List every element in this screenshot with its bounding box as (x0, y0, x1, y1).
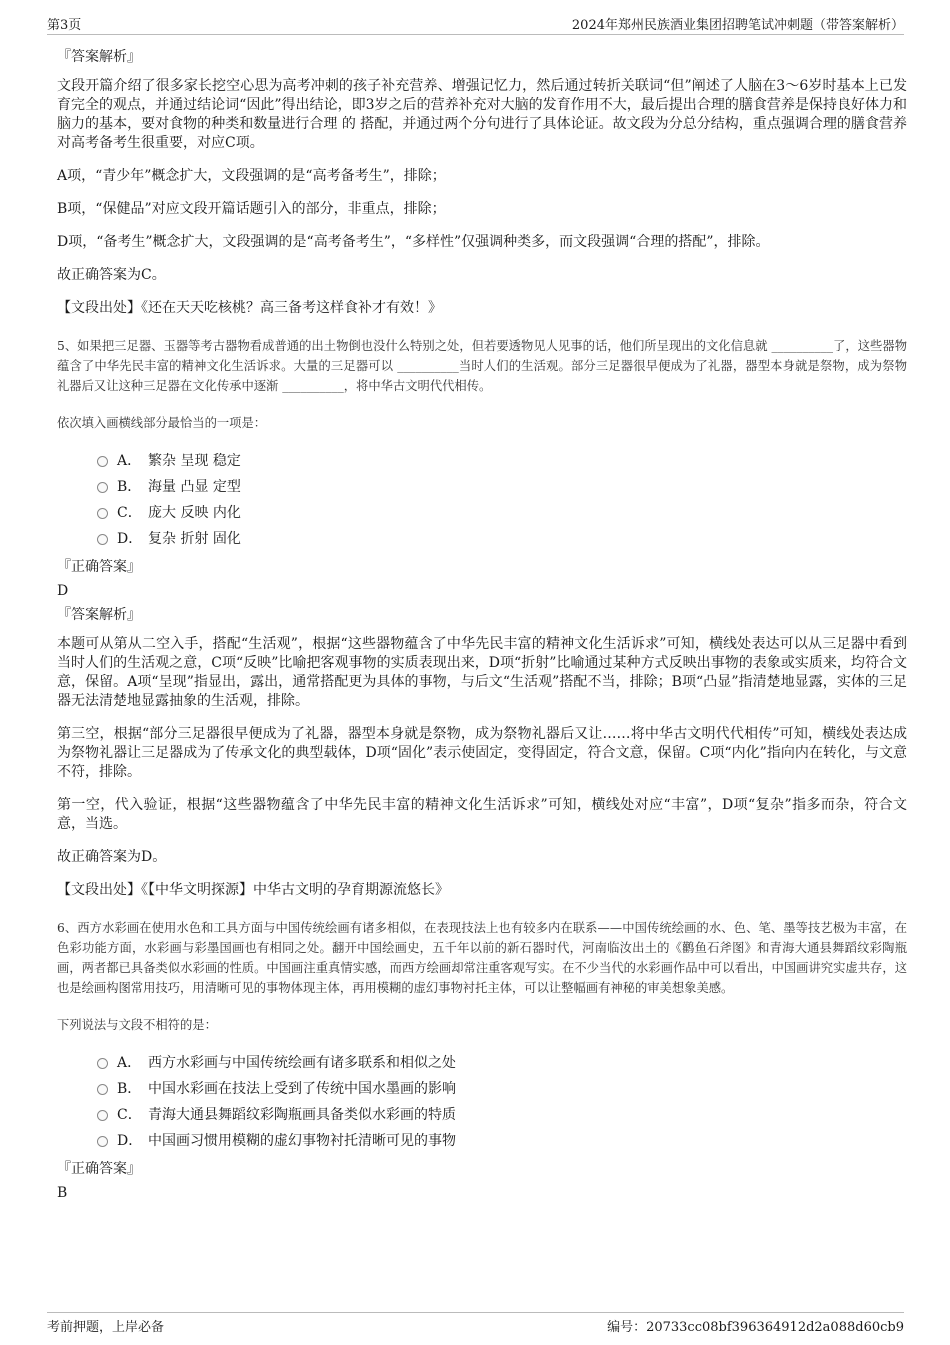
radio-icon[interactable] (97, 534, 108, 545)
page-content (57, 48, 907, 1208)
analysis-paragraph: 本题可从第从二空入手，搭配“生活观”，根据“这些器物蕴含了中华先民丰富的精神文化生活诉求”可知，横线处表达可以从三足器中看到当时人们的生活观之意，C项“反映”比喻把客观事物的实质表现出来，D项“折射”比喻通过某种方式反映出事物的表象或实质来，均符合文意，保留。A项“呈现”指显出，露出，通常搭配更为具体的事物，与后文“生活观”搭配不当，排除；B项“凸显”指清楚地显露，实体的三足器无法清楚地显露抽象的生活观，排除。 (57, 636, 907, 709)
correct-answer: B (57, 1185, 68, 1201)
option-d[interactable] (97, 526, 907, 552)
analysis-paragraph: 第三空，根据“部分三足器很早便成为了礼器，器型本身就是祭物，成为祭物礼器后又让……将中华古文明代代相传”可知，横线处表达成为祭物礼器让三足器成为了传承文化的典型载体，D项“固化”表示使固定，变得固定，符合文意，保留。C项“内化”指向内在转化，与文意不符，排除。 (57, 726, 907, 780)
question-6 (57, 918, 907, 1202)
page-footer (47, 1312, 904, 1335)
option-letter: A． (117, 453, 142, 469)
option-c[interactable] (97, 1102, 907, 1128)
option-list (97, 1050, 907, 1154)
document-code: 编号：20733cc08bf396364912d2a088d60cb9 (607, 1320, 904, 1335)
option-letter: C． (117, 505, 142, 521)
analysis-paragraph: 文段开篇介绍了很多家长挖空心思为高考冲刺的孩子补充营养、增强记忆力，然后通过转折关联词“但”阐述了人脑在3～6岁时基本上已发育完全的观点，并通过结论词“因此”得出结论，即3岁之后的营养补充对大脑的发育作用不大，最后提出合理的膳食营养是保持良好体力和脑力的基本，要对食物的种类和数量进行合理 的 搭配，并通过两个分句进行了具体论证。故文段为分总分结构，重点强调合理的膳食营养对高考备考生很重要，对应C项。 (57, 78, 907, 151)
analysis-conclusion: 故正确答案为C。 (57, 267, 166, 283)
option-text: 复杂 折射 固化 (148, 531, 241, 547)
radio-icon[interactable] (97, 1136, 108, 1147)
correct-answer: D (57, 583, 69, 599)
option-letter: B． (117, 479, 142, 495)
option-text: 中国水彩画在技法上受到了传统中国水墨画的影响 (148, 1081, 456, 1097)
footer-slogan: 考前押题，上岸必备 (47, 1320, 165, 1335)
option-letter: A． (117, 1055, 142, 1071)
correct-answer-label: 『正确答案』 (57, 559, 141, 575)
question-stem: 5、如果把三足器、玉器等考古器物看成普通的出土物倒也没什么特别之处，但若要透物见人见事的话，他们所呈现出的文化信息就 __________了，这些器物蕴含了中华先民丰富的精神文化生活诉求。大量的三足器可以 __________当时人们的生活观。部分三足器很早便成为了礼器，器型本身就是祭物，成为祭物礼器后又让这种三足器在文化传承中逐渐 __________，将中华古文明代代相传。 (57, 339, 907, 393)
option-text: 海量 凸显 定型 (148, 479, 241, 495)
analysis-label: 『答案解析』 (57, 607, 141, 623)
radio-icon[interactable] (97, 1110, 108, 1121)
analysis-label: 『答案解析』 (57, 49, 141, 65)
radio-icon[interactable] (97, 482, 108, 493)
radio-icon[interactable] (97, 456, 108, 467)
option-a[interactable] (97, 1050, 907, 1076)
option-d[interactable] (97, 1128, 907, 1154)
analysis-paragraph: A项，“青少年”概念扩大，文段强调的是“高考备考生”，排除； (57, 168, 446, 184)
radio-icon[interactable] (97, 508, 108, 519)
correct-answer-label: 『正确答案』 (57, 1161, 141, 1177)
option-b[interactable] (97, 1076, 907, 1102)
option-text: 中国画习惯用模糊的虚幻事物衬托清晰可见的事物 (148, 1133, 456, 1149)
passage-source: 【文段出处】《【中华文明探源】中华古文明的孕育期源流悠长》 (57, 882, 449, 898)
q4-analysis (57, 48, 907, 318)
analysis-paragraph: B项，“保健品”对应文段开篇话题引入的部分，非重点，排除； (57, 201, 446, 217)
page-number: 第3页 (47, 18, 82, 33)
question-5 (57, 336, 907, 900)
radio-icon[interactable] (97, 1058, 108, 1069)
option-letter: D． (117, 1133, 143, 1149)
option-text: 繁杂 呈现 稳定 (148, 453, 241, 469)
analysis-conclusion: 故正确答案为D。 (57, 849, 167, 865)
option-letter: C． (117, 1107, 142, 1123)
analysis-paragraph: D项，“备考生”概念扩大，文段强调的是“高考备考生”，“多样性”仅强调种类多，而文段强调“合理的搭配”，排除。 (57, 234, 770, 250)
analysis-paragraph: 第一空，代入验证，根据“这些器物蕴含了中华先民丰富的精神文化生活诉求”可知，横线处对应“丰富”，D项“复杂”指多而杂，符合文意，当选。 (57, 797, 907, 832)
document-title: 2024年郑州民族酒业集团招聘笔试冲刺题（带答案解析） (571, 18, 904, 33)
radio-icon[interactable] (97, 1084, 108, 1095)
option-text: 庞大 反映 内化 (148, 505, 241, 521)
option-letter: B． (117, 1081, 142, 1097)
option-c[interactable] (97, 500, 907, 526)
passage-source: 【文段出处】《还在天天吃核桃？高三备考这样食补才有效！》 (57, 300, 442, 316)
option-b[interactable] (97, 474, 907, 500)
option-a[interactable] (97, 448, 907, 474)
question-stem: 6、西方水彩画在使用水色和工具方面与中国传统绘画有诸多相似，在表现技法上也有较多内在联系——中国传统绘画的水、色、笔、墨等技艺极为丰富，在色彩功能方面，水彩画与彩墨国画也有相同之处。翻开中国绘画史，五千年以前的新石器时代，河南临汝出土的《鹳鱼石斧图》和青海大通县舞蹈纹彩陶瓶画，两者都已具备类似水彩画的性质。中国画注重真情实感，而西方绘画却常注重客观写实。在不少当代的水彩画作品中可以看出，中国画讲究实虚共存，这也是绘画构图常用技巧，用清晰可见的事物体现主体，再用模糊的虚幻事物衬托主体，可以让整幅画有神秘的审美想象美感。 (57, 921, 907, 995)
option-text: 青海大通县舞蹈纹彩陶瓶画具备类似水彩画的特质 (148, 1107, 456, 1123)
option-text: 西方水彩画与中国传统绘画有诸多联系和相似之处 (148, 1055, 456, 1071)
page-header (47, 12, 904, 35)
question-prompt: 依次填入画横线部分最恰当的一项是： (57, 416, 267, 430)
option-letter: D． (117, 531, 143, 547)
option-list (97, 448, 907, 552)
question-prompt: 下列说法与文段不相符的是： (57, 1018, 217, 1032)
